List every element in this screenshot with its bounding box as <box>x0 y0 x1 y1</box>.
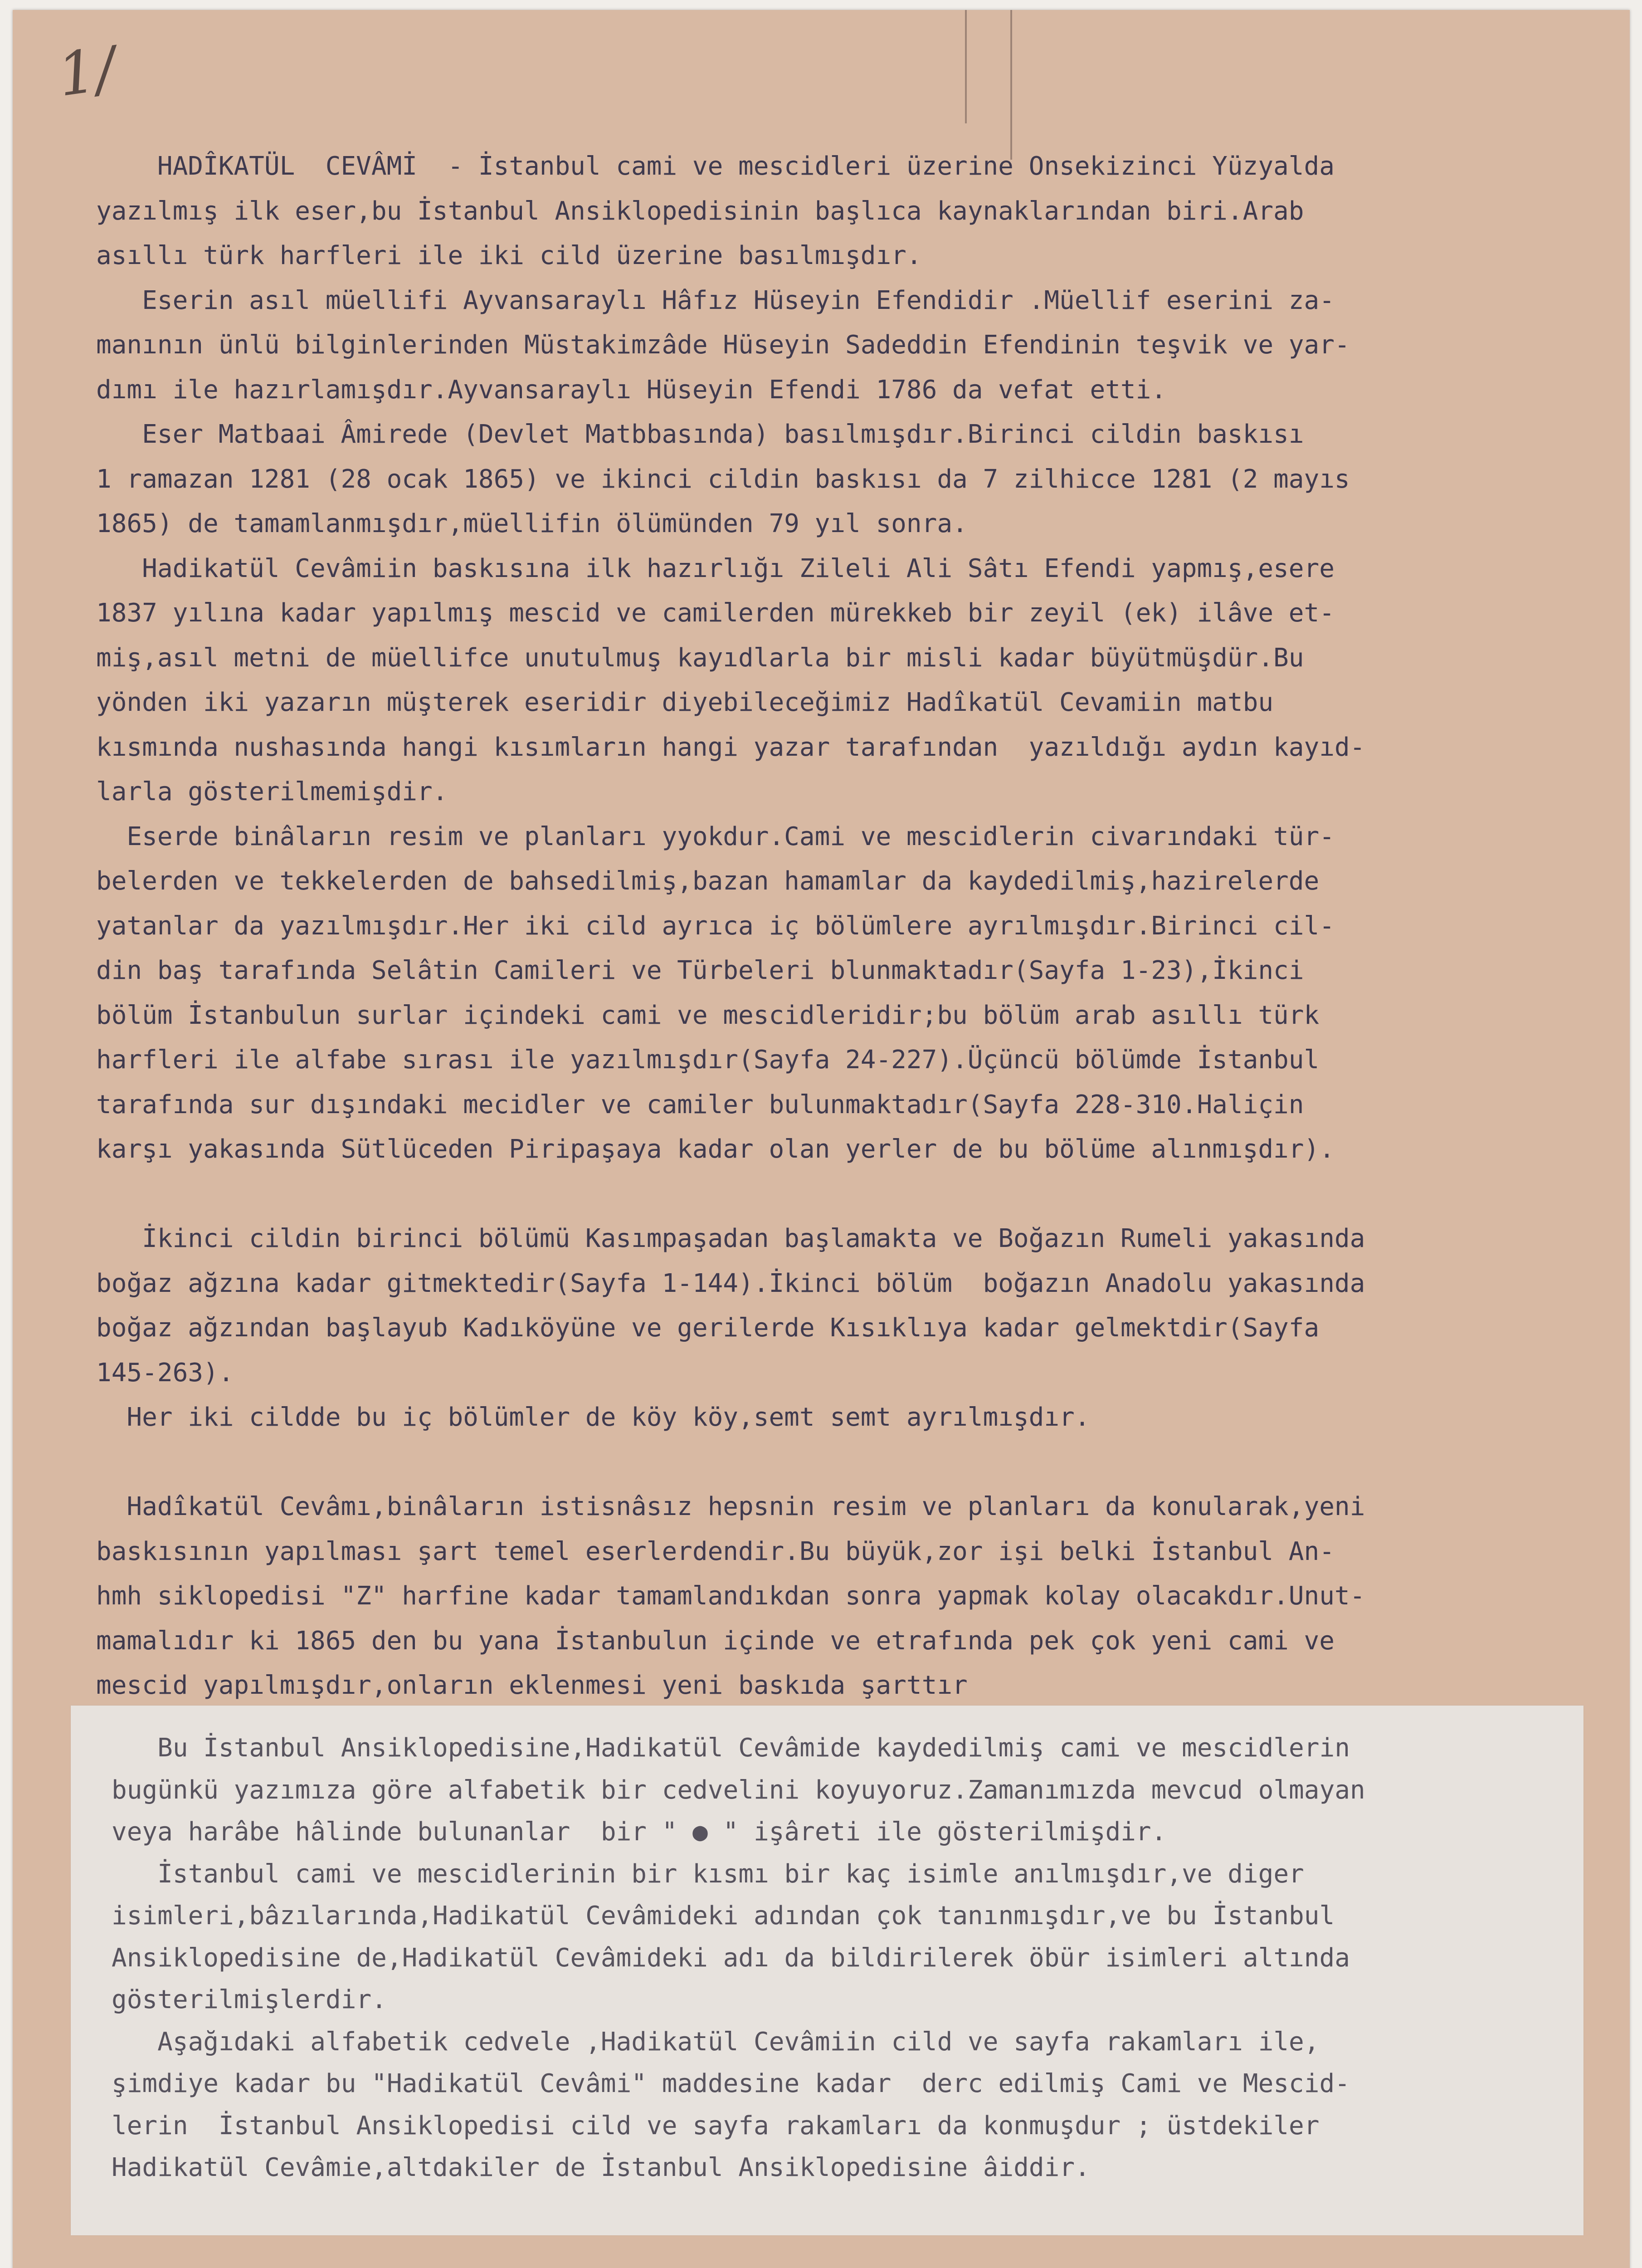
text-line: baskısının yapılması şart temel eserlerdendir.Bu büyük,zor işi belki İstanbul An- <box>96 1536 1335 1566</box>
note-line: veya harâbe hâlinde bulunanlar bir " ● " işâreti ile gösterilmişdir. <box>112 1817 1167 1847</box>
text-line: Hadikatül Cevâmiin baskısına ilk hazırlığı Zileli Ali Sâtı Efendi yapmış,esere <box>96 553 1335 583</box>
note-line: Hadikatül Cevâmie,altdakiler de İstanbul Ansiklopedisine âiddir. <box>112 2153 1090 2182</box>
text-line: mamalıdır ki 1865 den bu yana İstanbulun içinde ve etrafında pek çok yeni cami ve <box>96 1626 1335 1656</box>
text-line: Eserde binâların resim ve planları yyokdur.Cami ve mescidlerin civarındaki tür- <box>96 821 1335 851</box>
note-line: gösterilmişlerdir. <box>112 1985 387 2014</box>
text-line: boğaz ağzından başlayub Kadıköyüne ve gerilerde Kısıklıya kadar gelmektdir(Sayfa <box>96 1313 1320 1343</box>
note-line: isimleri,bâzılarında,Hadikatül Cevâmideki adından çok tanınmışdır,ve bu İstanbul <box>112 1901 1335 1931</box>
note-line: İstanbul cami ve mescidlerinin bir kısmı bir kaç isimle anılmışdır,ve diger <box>112 1859 1304 1889</box>
text-line: 1837 yılına kadar yapılmış mescid ve camilerden mürekkeb bir zeyil (ek) ilâve et- <box>96 598 1335 628</box>
text-line: din baş tarafında Selâtin Camileri ve Türbeleri blunmaktadır(Sayfa 1-23),İkinci <box>96 956 1304 985</box>
typed-body-text <box>96 144 1365 1708</box>
text-line: Her iki cildde bu iç bölümler de köy köy,semt semt ayrılmışdır. <box>96 1403 1090 1432</box>
fold-line <box>965 10 967 123</box>
text-line: harfleri ile alfabe sırası ile yazılmışdır(Sayfa 24-227).Üçüncü bölümde İstanbul <box>96 1045 1320 1075</box>
note-line: Aşağıdaki alfabetik cedvele ,Hadikatül Cevâmiin cild ve sayfa rakamları ile, <box>112 2027 1320 2057</box>
text-line: kısmında nushasında hangi kısımların hangi yazar tarafından yazıldığı aydın kayıd- <box>96 732 1365 762</box>
text-line: İkinci cildin birinci bölümü Kasımpaşadan başlamakta ve Boğazın Rumeli yakasında <box>96 1224 1365 1253</box>
text-line: 145-263). <box>96 1358 234 1388</box>
text-line <box>96 1440 1365 1485</box>
text-line: mescid yapılmışdır,onların eklenmesi yeni baskıda şarttır <box>96 1671 968 1700</box>
text-line: Hadîkatül Cevâmı,binâların istisnâsız hepsnin resim ve planları da konularak,yeni <box>96 1492 1365 1521</box>
note-line: lerin İstanbul Ansiklopedisi cild ve sayfa rakamları da konmuşdur ; üstdekiler <box>112 2111 1320 2141</box>
text-line: miş,asıl metni de müellifce unutulmuş kayıdlarla bir misli kadar büyütmüşdür.Bu <box>96 643 1304 673</box>
text-line: yönden iki yazarın müşterek eseridir diyebileceğimiz Hadîkatül Cevamiin matbu <box>96 688 1274 717</box>
text-line: 1865) de tamamlanmışdır,müellifin ölümünden 79 yıl sonra. <box>96 509 968 538</box>
note-line: Bu İstanbul Ansiklopedisine,Hadikatül Cevâmide kaydedilmiş cami ve mescidlerin <box>112 1733 1350 1763</box>
text-line: dımı ile hazırlamışdır.Ayvansaraylı Hüseyin Efendi 1786 da vefat etti. <box>96 375 1167 405</box>
fold-line <box>1010 10 1012 160</box>
text-line: belerden ve tekkelerden de bahsedilmiş,bazan hamamlar da kaydedilmiş,hazirelerde <box>96 866 1320 896</box>
text-line: 1 ramazan 1281 (28 ocak 1865) ve ikinci cildin baskısı da 7 zilhicce 1281 (2 mayıs <box>96 464 1350 494</box>
note-line: şimdiye kadar bu "Hadikatül Cevâmi" maddesine kadar derc edilmiş Cami ve Mescid- <box>112 2069 1350 2098</box>
handwritten-page-number: 1/ <box>54 33 120 110</box>
text-line: bölüm İstanbulun surlar içindeki cami ve mescidleridir;bu bölüm arab asıllı türk <box>96 1000 1320 1030</box>
text-line: Eserin asıl müellifi Ayvansaraylı Hâfız Hüseyin Efendidir .Müellif eserini za- <box>96 285 1335 315</box>
text-line: HADÎKATÜL CEVÂMİ - İstanbul cami ve mescidleri üzerine Onsekizinci Yüzyalda <box>96 152 1335 181</box>
text-line: karşı yakasında Sütlüceden Piripaşaya kadar olan yerler de bu bölüme alınmışdır). <box>96 1134 1335 1164</box>
text-line: yazılmış ilk eser,bu İstanbul Ansiklopedisinin başlıca kaynaklarından biri.Arab <box>96 196 1304 226</box>
pasted-note-text <box>112 1727 1365 2189</box>
text-line: hmh siklopedisi "Z" harfine kadar tamamlandıkdan sonra yapmak kolay olacakdır.Unut- <box>96 1581 1365 1611</box>
note-line: Ansiklopedisine de,Hadikatül Cevâmideki adı da bildirilerek öbür isimleri altında <box>112 1943 1350 1973</box>
note-line: bugünkü yazımıza göre alfabetik bir cedvelini koyuyoruz.Zamanımızda mevcud olmayan <box>112 1775 1365 1805</box>
text-line: boğaz ağzına kadar gitmektedir(Sayfa 1-144).İkinci bölüm boğazın Anadolu yakasında <box>96 1268 1365 1298</box>
text-line <box>96 1172 1365 1217</box>
text-line: yatanlar da yazılmışdır.Her iki cild ayrıca iç bölümlere ayrılmışdır.Birinci cil- <box>96 911 1335 941</box>
text-line: Eser Matbaai Âmirede (Devlet Matbbasında) basılmışdır.Birinci cildin baskısı <box>96 420 1304 449</box>
text-line: manının ünlü bilginlerinden Müstakimzâde Hüseyin Sadeddin Efendinin teşvik ve yar- <box>96 330 1350 360</box>
text-line: larla gösterilmemişdir. <box>96 777 448 807</box>
text-line: asıllı türk harfleri ile iki cild üzerine basılmışdır. <box>96 241 922 270</box>
text-line: tarafında sur dışındaki mecidler ve camiler bulunmaktadır(Sayfa 228-310.Haliçin <box>96 1090 1304 1119</box>
